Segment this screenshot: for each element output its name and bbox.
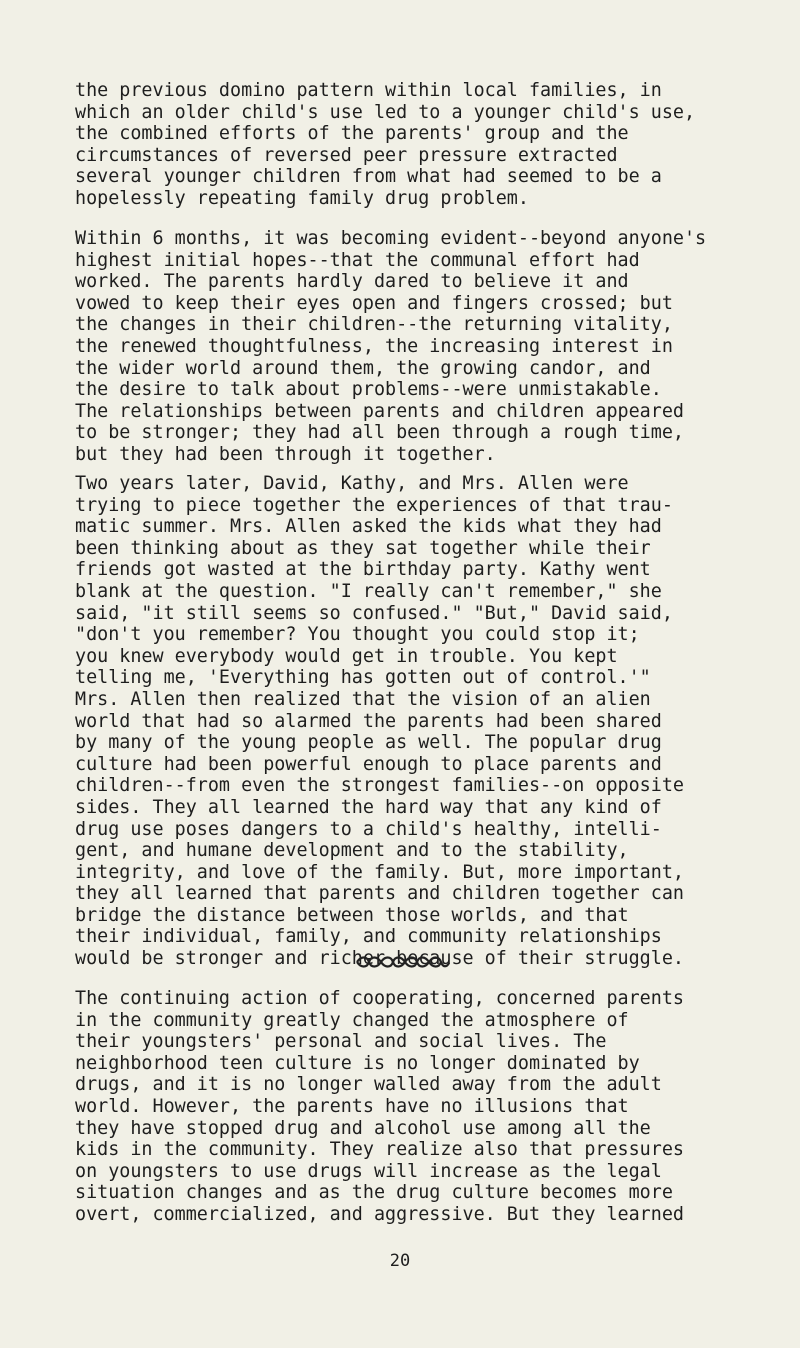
text-line: the previous domino pattern within local families, in bbox=[75, 80, 662, 101]
text-line: gent, and humane development and to the stability, bbox=[75, 840, 629, 862]
paragraph-domino-pattern bbox=[75, 80, 787, 210]
text-line: hopelessly repeating family drug problem. bbox=[75, 187, 529, 209]
text-line: the renewed thoughtfulness, the increasing interest in bbox=[75, 335, 673, 357]
text-line: the desire to talk about problems--were unmistakable. bbox=[75, 379, 662, 401]
text-line: by many of the young people as well. The popular drug bbox=[75, 732, 662, 754]
text-line: The continuing action of cooperating, concerned parents bbox=[75, 988, 684, 1009]
text-line: they all learned that parents and children together can bbox=[75, 883, 684, 905]
text-line: would be stronger and richer because of their struggle. bbox=[75, 948, 684, 970]
text-line: matic summer. Mrs. Allen asked the kids what they had bbox=[75, 516, 662, 538]
text-line: integrity, and love of the family. But, more important, bbox=[75, 861, 684, 883]
paragraph-continuing-action bbox=[75, 988, 787, 1226]
text-line: Two years later, David, Kathy, and Mrs. Allen were bbox=[75, 473, 629, 494]
text-line: kids in the community. They realize also that pressures bbox=[75, 1139, 684, 1161]
text-line: "don't you remember? You thought you could stop it; bbox=[75, 624, 640, 646]
text-line: trying to piece together the experiences of that trau- bbox=[75, 494, 673, 516]
page-number: 20 bbox=[389, 1251, 411, 1271]
text-line: blank at the question. "I really can't remember," she bbox=[75, 580, 662, 602]
text-line: vowed to keep their eyes open and fingers crossed; but bbox=[75, 292, 673, 314]
text-line: circumstances of reversed peer pressure extracted bbox=[75, 144, 618, 166]
text-line: neighborhood teen culture is no longer dominated by bbox=[75, 1052, 640, 1074]
text-line: overt, commercialized, and aggressive. But they learned bbox=[75, 1203, 684, 1225]
text-line: the wider world around them, the growing candor, and bbox=[75, 357, 651, 379]
text-line: several younger children from what had seemed to be a bbox=[75, 166, 662, 188]
text-line: children--from even the strongest families--on opposite bbox=[75, 775, 684, 797]
text-line: world. However, the parents have no illusions that bbox=[75, 1095, 629, 1117]
text-line: Within 6 months, it was becoming evident--beyond anyone's bbox=[75, 228, 707, 249]
text-line: said, "it still seems so confused." "But," David said, bbox=[75, 602, 673, 624]
text-line: you knew everybody would get in trouble. You kept bbox=[75, 645, 618, 667]
text-line: their individual, family, and community relationships bbox=[75, 926, 662, 948]
text-line: sides. They all learned the hard way that any kind of bbox=[75, 796, 662, 818]
text-line: on youngsters to use drugs will increase as the legal bbox=[75, 1160, 662, 1182]
text-line: but they had been through it together. bbox=[75, 443, 496, 465]
text-line: The relationships between parents and children appeared bbox=[75, 400, 684, 422]
paragraph-two-years-later bbox=[75, 473, 787, 970]
text-line: been thinking about as they sat together while their bbox=[75, 537, 651, 559]
text-line: Mrs. Allen then realized that the vision of an alien bbox=[75, 688, 651, 710]
text-line: drug use poses dangers to a child's healthy, intelli- bbox=[75, 818, 662, 840]
text-line: in the community greatly changed the atmosphere of bbox=[75, 1009, 629, 1031]
text-line: telling me, 'Everything has gotten out of control.'" bbox=[75, 667, 651, 689]
text-line: the combined efforts of the parents' group and the bbox=[75, 123, 629, 145]
text-line: the changes in their children--the returning vitality, bbox=[75, 314, 673, 336]
paragraph-six-months bbox=[75, 228, 787, 466]
section-divider-ornament bbox=[355, 955, 451, 969]
text-line: situation changes and as the drug culture becomes more bbox=[75, 1182, 673, 1204]
text-line: culture had been powerful enough to place parents and bbox=[75, 753, 662, 775]
text-line: to be stronger; they had all been through a rough time, bbox=[75, 422, 684, 444]
text-line: their youngsters' personal and social lives. The bbox=[75, 1031, 607, 1053]
text-line: friends got wasted at the birthday party. Kathy went bbox=[75, 559, 651, 581]
text-line: world that had so alarmed the parents had been shared bbox=[75, 710, 662, 732]
text-line: they have stopped drug and alcohol use among all the bbox=[75, 1117, 651, 1139]
text-line: which an older child's use led to a younger child's use, bbox=[75, 101, 696, 123]
text-line: highest initial hopes--that the communal effort had bbox=[75, 249, 640, 271]
text-line: drugs, and it is no longer walled away from the adult bbox=[75, 1074, 662, 1096]
text-line: worked. The parents hardly dared to believe it and bbox=[75, 271, 629, 293]
text-line: bridge the distance between those worlds, and that bbox=[75, 904, 629, 926]
